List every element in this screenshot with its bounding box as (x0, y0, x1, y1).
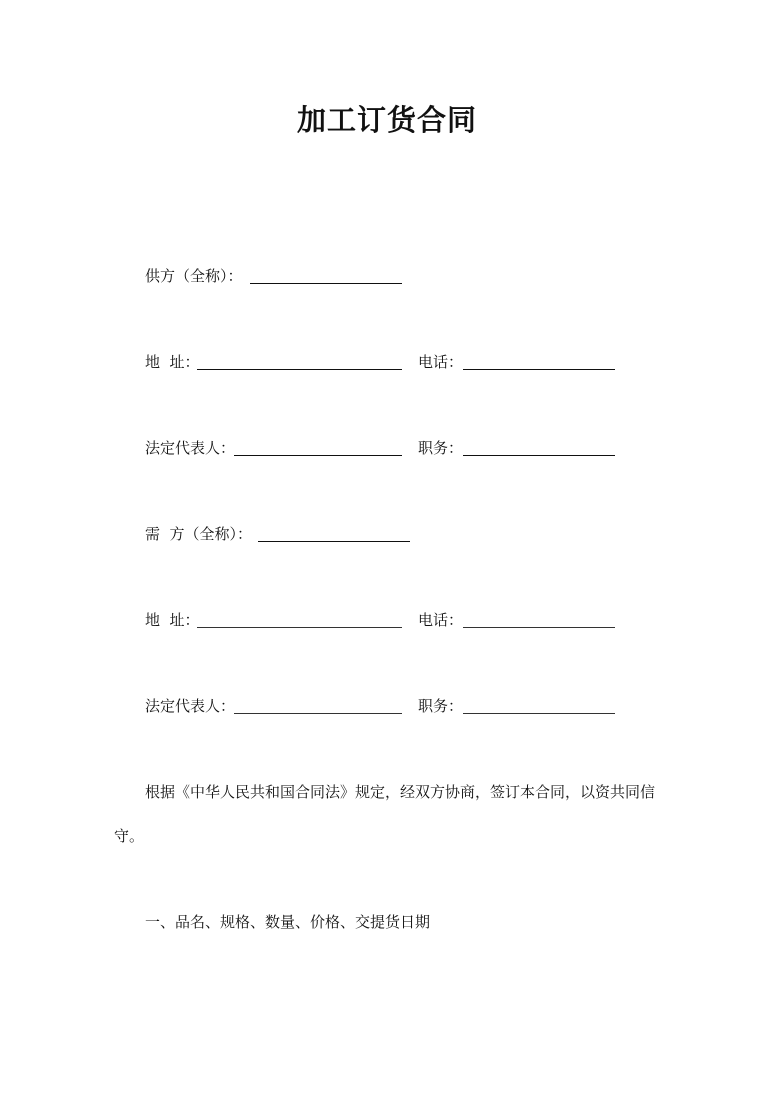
buyer-position-label: 职务： (418, 697, 464, 715)
buyer-phone-label: 电话： (418, 611, 464, 629)
supplier-address-label: 地 址： (145, 353, 200, 371)
buyer-name-label: 需 方（全称）： (145, 525, 253, 543)
buyer-rep-label: 法定代表人： (145, 697, 236, 715)
intro-paragraph-line-1: 根据《中华人民共和国合同法》规定，经双方协商，签订本合同，以资共同信 (145, 783, 656, 801)
supplier-position-field[interactable] (463, 455, 615, 456)
supplier-position-label: 职务： (418, 439, 464, 457)
supplier-address-field[interactable] (197, 369, 402, 370)
intro-paragraph-line-2: 守。 (114, 827, 145, 845)
supplier-phone-label: 电话： (418, 353, 464, 371)
buyer-address-label: 地 址： (145, 611, 200, 629)
page-title: 加工订货合同 (296, 103, 477, 137)
buyer-name-field[interactable] (258, 541, 410, 542)
buyer-address-field[interactable] (197, 627, 402, 628)
buyer-position-field[interactable] (463, 713, 615, 714)
supplier-name-label: 供方（全称）： (145, 267, 243, 285)
buyer-phone-field[interactable] (463, 627, 615, 628)
supplier-phone-field[interactable] (463, 369, 615, 370)
supplier-rep-field[interactable] (234, 455, 402, 456)
buyer-rep-field[interactable] (234, 713, 402, 714)
section-1-heading: 一、品名、规格、数量、价格、交提货日期 (145, 913, 431, 931)
supplier-rep-label: 法定代表人： (145, 439, 236, 457)
supplier-name-field[interactable] (250, 283, 402, 284)
